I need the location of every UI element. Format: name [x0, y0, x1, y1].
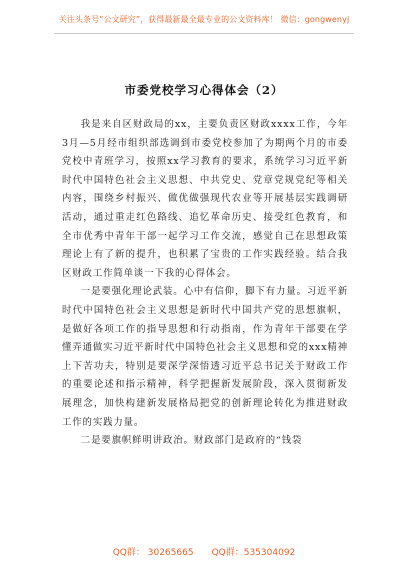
footer-qq-group-1: QQ群： 30265665 [112, 548, 194, 558]
paragraph-politics: 二是要旗帜鲜明讲政治。财政部门是政府的“钱袋 [80, 435, 303, 447]
footer-qq-group-2: QQ群：535304092 [211, 548, 296, 558]
header-banner: 关注头条号“公文研究”，获得最新最全最专业的公文资料库！ 微信：gongwenyj [58, 15, 350, 24]
header-divider [54, 33, 354, 34]
document-title: 市委党校学习心得体会（2） [124, 83, 284, 97]
paragraph-theory: 一是要强化理论武装。心中有信仰，脚下有力量。习近平新时代中国特色社会主义思想是新时代中国共产党的思想旗帜，是做好各项工作的指导思想和行动指南，作为青年干部要在学懂弄通做实习近平新时代中国特色社会主义思想和党的xxx精神上下苦功夫，特别是要深学深悟透习近平总书记关于财政工作的重要论述和指示精神，科学把握新发展阶段，深入贯彻新发展理念，加快构建新发展格局把党的创新理论转化为推进财政工作的实践力量。 [62, 286, 348, 428]
footer-contact [0, 545, 408, 558]
paragraph-intro: 我是来自区财政局的xx，主要负责区财政xxxx工作，今年3月—5月经市组织部选调到市委党校参加了为期两个月的市委党校中青班学习，按照xx学习教育的要求，系统学习习近平新时代中国特色社会主义思想、中共党史、党章党规党纪等相关内容，围绕乡村振兴、做优做强现代农业等开展基层实践调研活动，通过重走红色路线、追忆革命历史、接受红色教育，和全市优秀中青年干部一起学习工作交流，感觉自己在思想政策理论上有了新的提升，也积累了宝贵的工作实践经验。结合我区财政工作简单谈一下我的心得体会。 [62, 119, 348, 279]
document-body [62, 116, 348, 451]
